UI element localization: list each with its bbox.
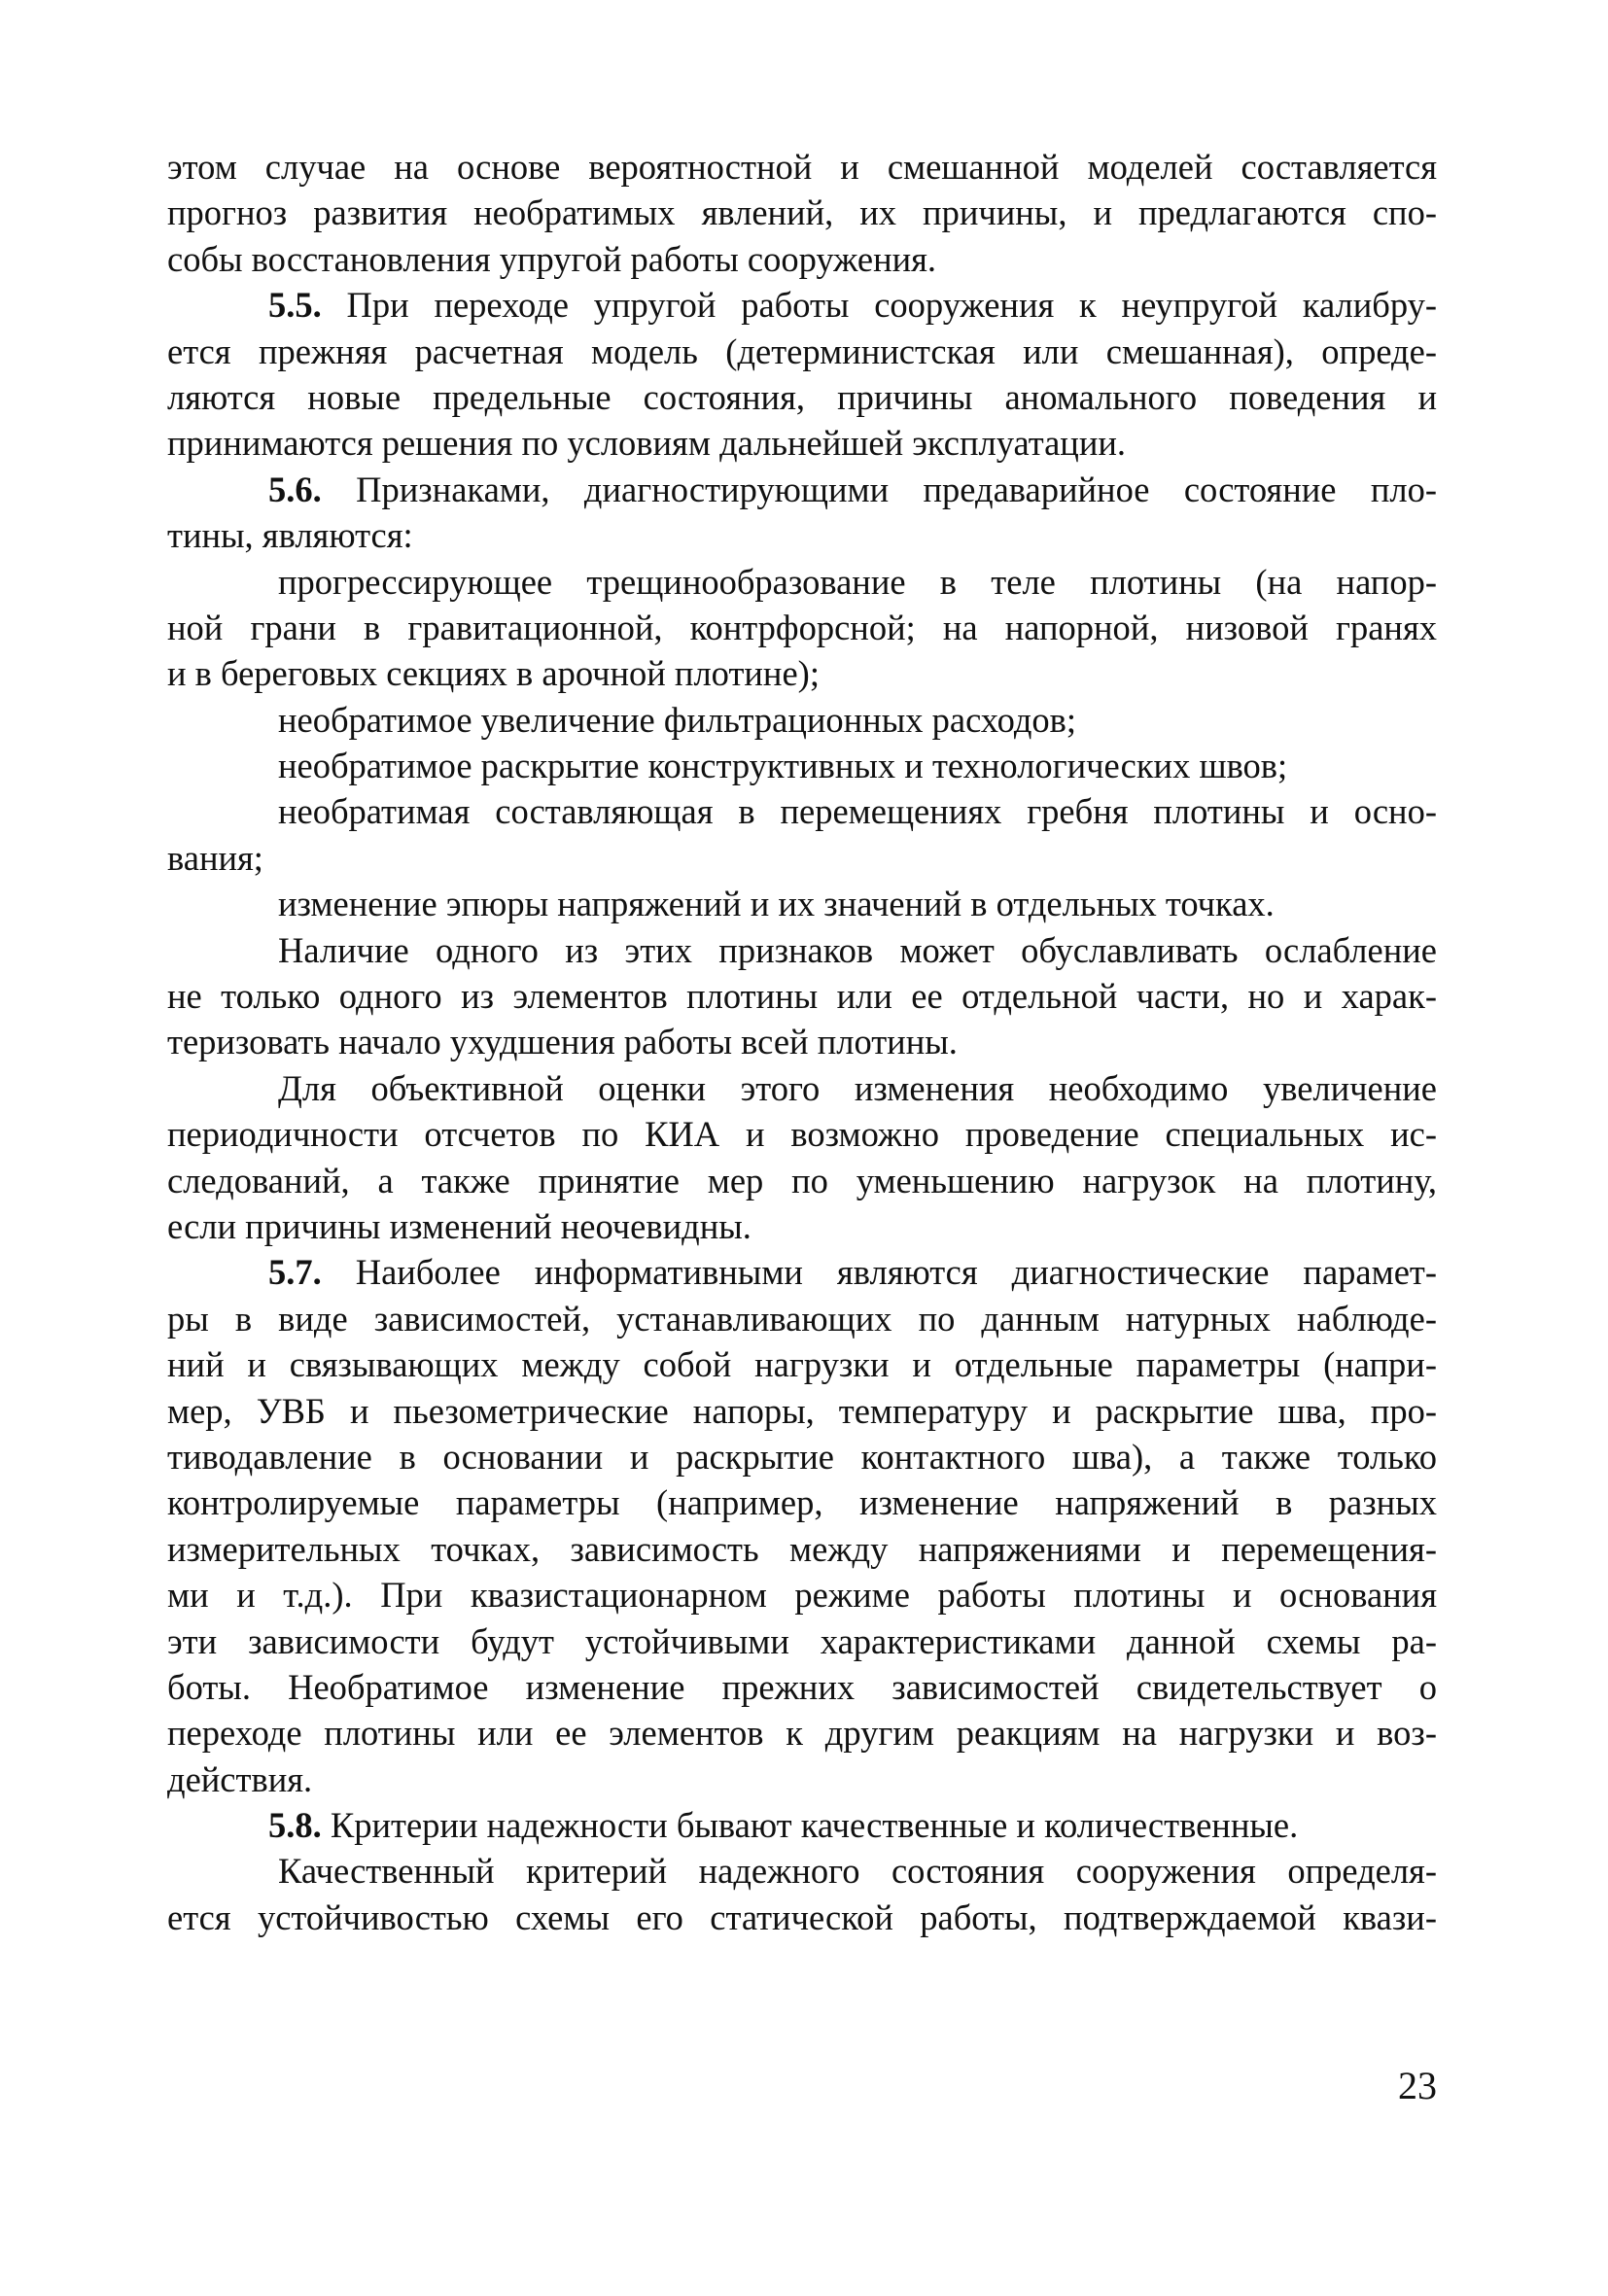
text-span: Наиболее информативными являются диагностические парамет-: [321, 1252, 1437, 1293]
text-line: собы восстановления упругой работы сооружения.: [167, 238, 937, 279]
text-span: При переходе упругой работы сооружения к неупругой калибру-: [321, 285, 1437, 326]
text-line: теризовать начало ухудшения работы всей плотины.: [167, 1022, 958, 1062]
paragraph-first-line: Для объективной оценки этого изменения необходимо увеличение: [278, 1067, 1437, 1108]
list-item-line: необратимое увеличение фильтрационных расходов;: [278, 699, 1077, 740]
section-number: 5.6.: [268, 469, 322, 509]
text-line: действия.: [167, 1758, 313, 1799]
text-line: ется прежняя расчетная модель (детерминистская или смешанная), опреде-: [167, 330, 1437, 371]
list-item-line: необратимое раскрытие конструктивных и технологических швов;: [278, 746, 1288, 786]
text-line: не только одного из элементов плотины или ее отдельной части, но и харак-: [167, 976, 1437, 1017]
text-line: периодичности отсчетов по КИА и возможно проведение специальных ис-: [167, 1114, 1437, 1155]
text-line: ми и т.д.). При квазистационарном режиме работы плотины и основания: [167, 1575, 1437, 1616]
text-line: ной грани в гравитационной, контрфорсной; на напорной, низовой гранях: [167, 607, 1437, 647]
text-line: принимаются решения по условиям дальнейшей эксплуатации.: [167, 423, 1127, 464]
text-line: если причины изменений неочевидны.: [167, 1205, 752, 1246]
section-5-5-line: [167, 282, 1437, 328]
text-line: тины, являются:: [167, 515, 413, 556]
page-number: 23: [1398, 2064, 1437, 2107]
text-line: боты. Необратимое изменение прежних зависимостей свидетельствует о: [167, 1666, 1437, 1707]
paragraph-first-line: Наличие одного из этих признаков может обуславливать ослабление: [278, 929, 1437, 970]
text-line: ры в виде зависимостей, устанавливающих по данным натурных наблюде-: [167, 1298, 1437, 1339]
text-line: контролируемые параметры (например, изменение напряжений в разных: [167, 1482, 1437, 1523]
list-item-line: прогрессирующее трещинообразование в теле плотины (на напор-: [278, 561, 1437, 602]
body-text: [167, 144, 1437, 1940]
list-item-line: изменение эпюры напряжений и их значений в отдельных точках.: [278, 884, 1275, 924]
text-line: переходе плотины или ее элементов к другим реакциям на нагрузки и воз-: [167, 1713, 1437, 1754]
text-line: и в береговых секциях в арочной плотине);: [167, 653, 820, 694]
text-line: эти зависимости будут устойчивыми характеристиками данной схемы ра-: [167, 1620, 1437, 1661]
text-line: ляются новые предельные состояния, причины аномального поведения и: [167, 376, 1437, 417]
list-item-line: необратимая составляющая в перемещениях гребня плотины и осно-: [278, 791, 1437, 832]
text-span: Признаками, диагностирующими предаварийное состояние пло-: [321, 469, 1437, 509]
section-5-8-line: [167, 1802, 1437, 1848]
text-line: ний и связывающих между собой нагрузки и отдельные параметры (напри-: [167, 1344, 1437, 1385]
text-span: Критерии надежности бывают качественные и количественные.: [321, 1805, 1299, 1846]
text-line: тиводавление в основании и раскрытие контактного шва), а также только: [167, 1436, 1437, 1477]
section-number: 5.7.: [268, 1252, 322, 1293]
text-line: мер, УВБ и пьезометрические напоры, температуру и раскрытие шва, про-: [167, 1390, 1437, 1431]
section-5-7-line: [167, 1249, 1437, 1295]
text-line: вания;: [167, 837, 263, 878]
text-line: ется устойчивостью схемы его статической работы, подтверждаемой квази-: [167, 1896, 1437, 1937]
paragraph-first-line: Качественный критерий надежного состояния сооружения определя-: [278, 1851, 1437, 1892]
section-number: 5.5.: [268, 285, 322, 326]
text-line: этом случае на основе вероятностной и смешанной моделей составляется: [167, 147, 1437, 187]
section-5-6-line: [167, 467, 1437, 512]
text-line: измерительных точках, зависимость между напряжениями и перемещения-: [167, 1528, 1437, 1569]
section-number: 5.8.: [268, 1805, 322, 1846]
text-line: следований, а также принятие мер по уменьшению нагрузок на плотину,: [167, 1160, 1437, 1200]
text-line: прогноз развития необратимых явлений, их причины, и предлагаются спо-: [167, 192, 1437, 233]
